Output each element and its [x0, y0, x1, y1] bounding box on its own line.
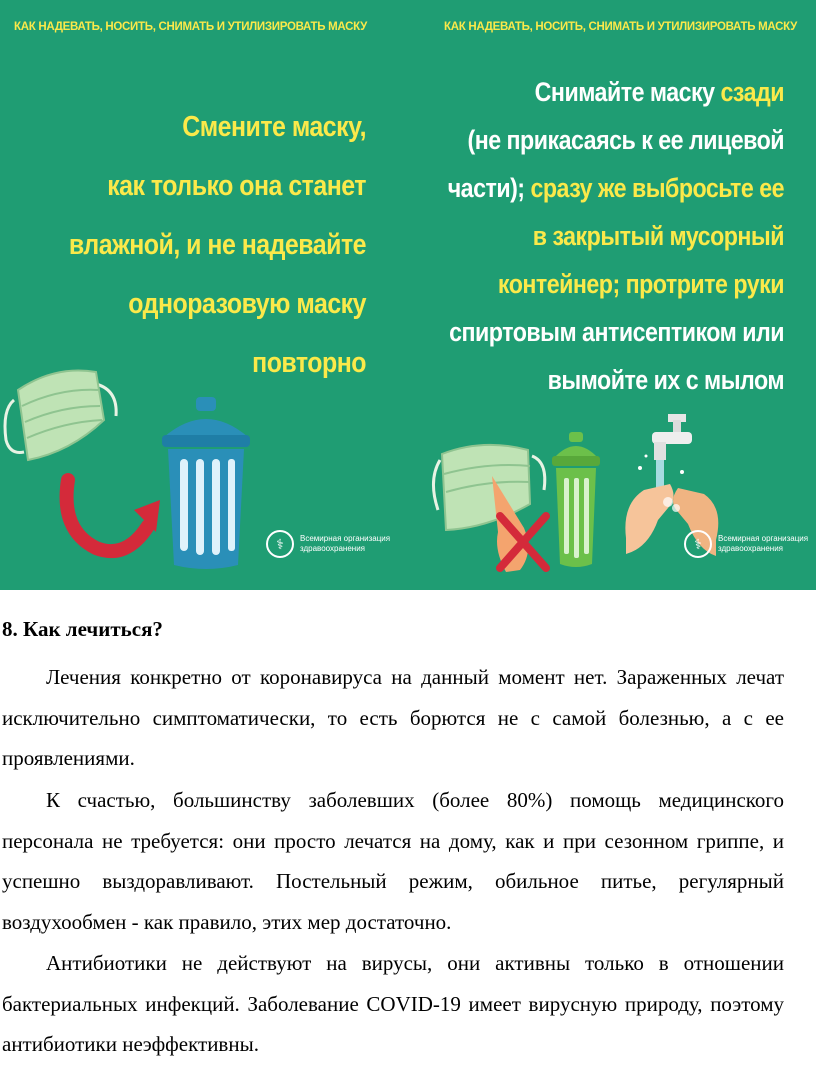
paragraph-1: Лечения конкретно от коронавируса на данный момент нет. Зараженных лечат исключительно симптоматически, то есть борются не с самой болезнью, а с ее проявлениями.: [2, 665, 784, 770]
right-line-3: [423, 164, 784, 212]
green-trash-bin-icon: [550, 430, 602, 570]
blue-trash-bin-icon: [158, 395, 254, 575]
who-emblem-icon: ⚕: [684, 530, 712, 558]
right-line-6: спиртовым антисептиком или: [449, 317, 784, 347]
face-mask-illustration: [0, 360, 125, 470]
left-line-3: влажной, и не надевайте: [68, 229, 366, 261]
poster-right-panel: [408, 0, 816, 590]
who-name-line-1: Всемирная организация: [718, 534, 809, 543]
who-name-line-2: здравоохранения: [300, 544, 366, 553]
who-logo-left: [266, 530, 390, 558]
red-arrow-icon: [56, 470, 166, 570]
right-line-1: [423, 68, 784, 116]
left-line-1: Смените маску,: [182, 111, 366, 143]
left-panel-header: КАК НАДЕВАТЬ, НОСИТЬ, СНИМАТЬ И УТИЛИЗИРОВАТЬ МАСКУ: [14, 21, 367, 33]
who-name-line-2: здравоохранения: [718, 544, 784, 553]
who-logo-right: [684, 530, 808, 558]
right-line-1-yellow: сзади: [720, 77, 784, 107]
section-heading: 8. Как лечиться?: [2, 617, 163, 641]
paragraph-2: К счастью, большинству заболевших (более 80%) помощь медицинского персонала не требуется: они просто лечатся на дому, как и при сезонном гриппе, и успешно выздоравливают. Постельный режим, обильное питье, регулярный воздухообмен - как правило, этих мер достаточно.: [2, 788, 784, 934]
right-panel-message: [423, 68, 784, 404]
left-line-4: одноразовую маску: [128, 288, 366, 320]
right-line-3-yellow: сразу же выбросьте ее: [530, 173, 784, 203]
right-panel-header: КАК НАДЕВАТЬ, НОСИТЬ, СНИМАТЬ И УТИЛИЗИРОВАТЬ МАСКУ: [444, 21, 797, 33]
right-line-1-white: Снимайте маску: [534, 77, 721, 107]
right-line-3-white: части);: [447, 173, 531, 203]
poster-left-panel: [0, 0, 408, 590]
right-line-4: в закрытый мусорный: [532, 221, 784, 251]
right-line-7: вымойте их с мылом: [547, 365, 784, 395]
right-line-2: (не прикасаясь к ее лицевой: [467, 125, 784, 155]
right-line-5: контейнер; протрите руки: [497, 269, 784, 299]
who-name-line-1: Всемирная организация: [300, 534, 391, 543]
mask-hand-cross-illustration: [428, 440, 563, 575]
paragraph-3: Антибиотики не действуют на вирусы, они активны только в отношении бактериальных инфекций. Заболевание COVID-19 имеет вирусную природу, поэтому антибиотики неэффективны.: [2, 951, 784, 1056]
left-line-5: повторно: [252, 347, 366, 379]
left-line-2: как только она станет: [107, 170, 366, 202]
left-panel-message: [5, 98, 366, 393]
who-emblem-icon: ⚕: [266, 530, 294, 558]
